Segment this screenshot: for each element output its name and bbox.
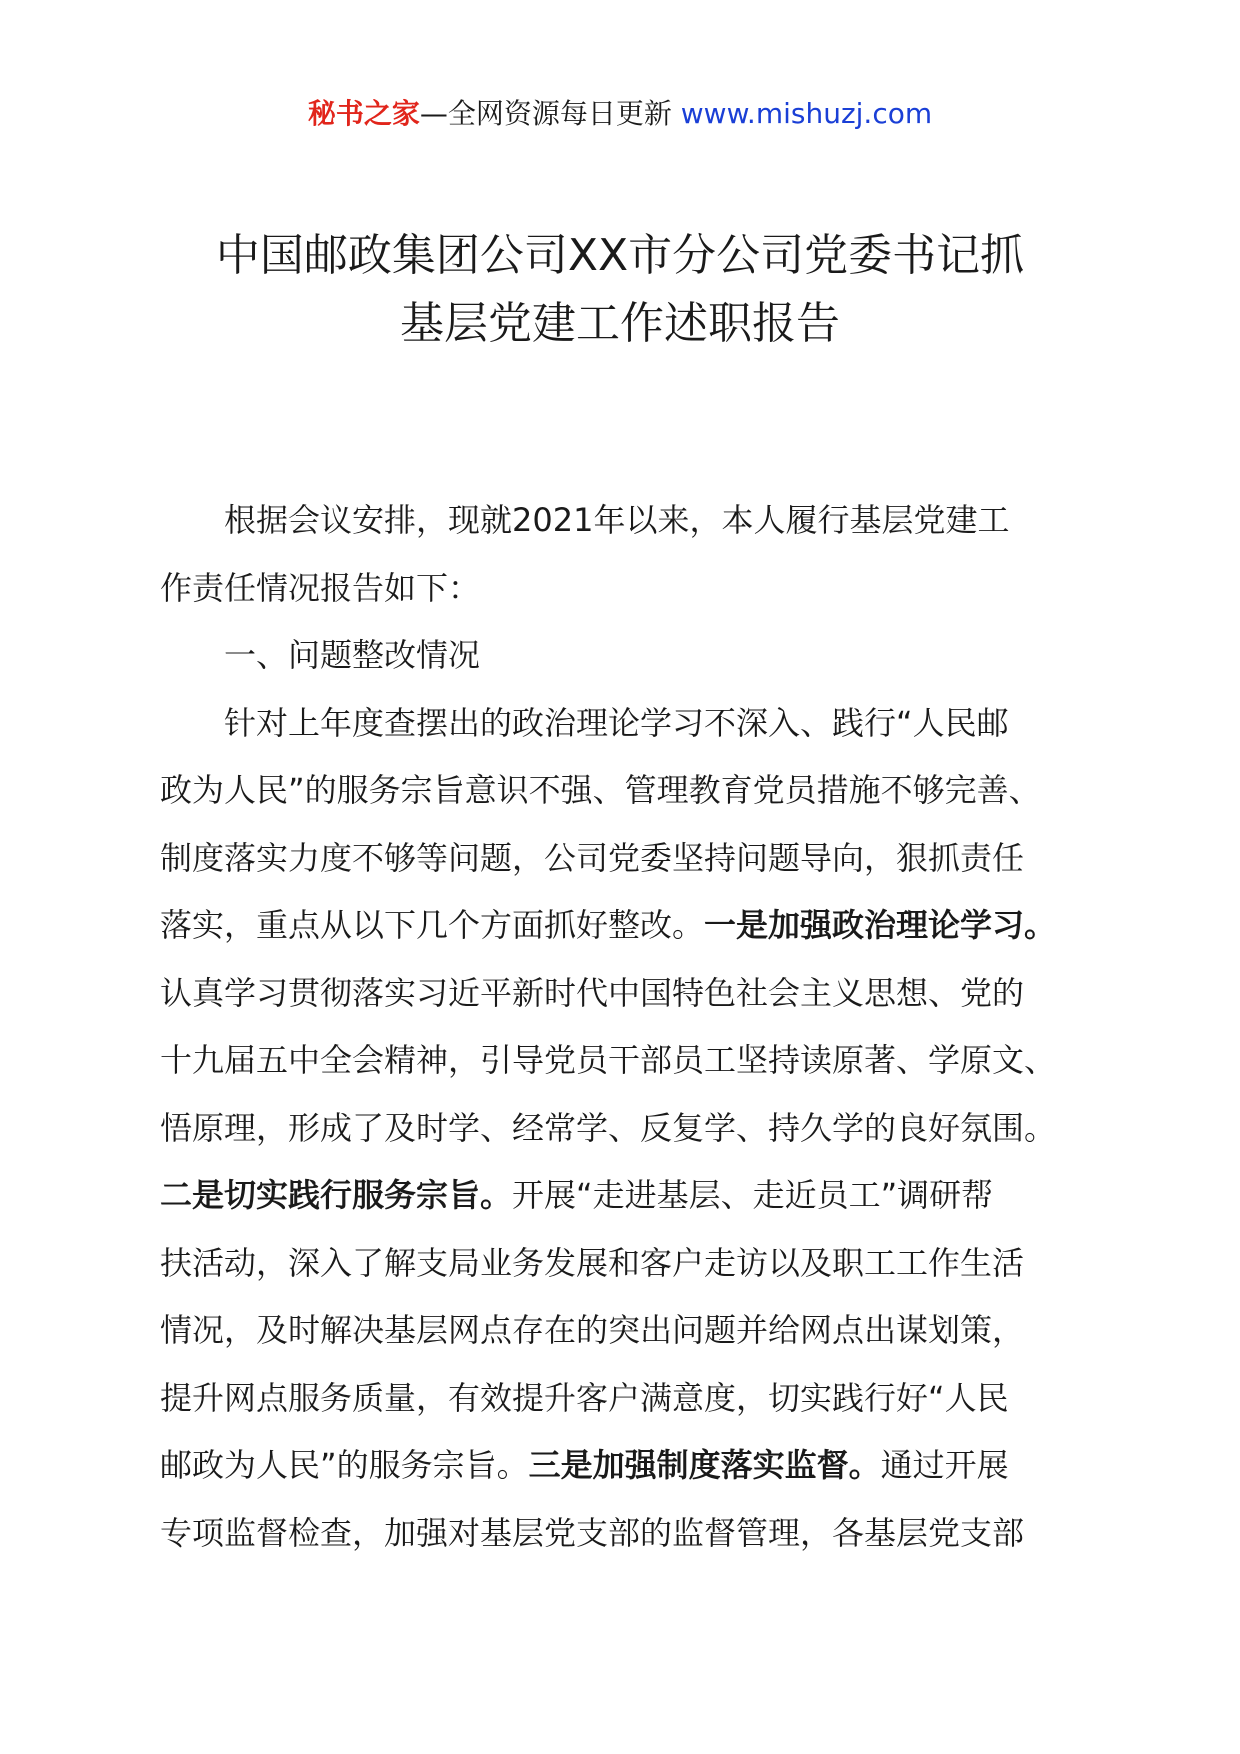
- para-text: 开展“走进基层、走近员工”调研帮: [512, 1176, 994, 1214]
- para-line: 针对上年度查摆出的政治理论学习不深入、践行“人民邮: [224, 703, 1009, 742]
- para-text: 落实，重点从以下几个方面抓好整改。: [160, 906, 705, 944]
- para-line: [160, 1162, 1100, 1230]
- para-line: 情况，及时解决基层网点存在的突出问题并给网点出谋划策，: [160, 1311, 1025, 1349]
- key-point-3: 三是加强制度落实监督。: [528, 1446, 881, 1484]
- site-header: [0, 94, 1240, 134]
- para-line: 制度落实力度不够等问题，公司党委坚持问题导向，狠抓责任: [160, 838, 1025, 877]
- title-line-1: 中国邮政集团公司XX市分公司党委书记抓: [215, 230, 1025, 281]
- para-line: [160, 1432, 1100, 1500]
- section-1-heading: 一、问题整改情况: [224, 636, 481, 674]
- para-line: 悟原理，形成了及时学、经常学、反复学、持久学的良好氛围。: [160, 1108, 1057, 1147]
- rectification-paragraph: [160, 690, 1100, 1568]
- para-line: 扶活动，深入了解支局业务发展和客户走访以及职工工作生活: [160, 1243, 1025, 1282]
- section-heading: [160, 622, 1100, 690]
- document-body: [160, 487, 1100, 1567]
- intro-line-1: 根据会议安排，现就2021年以来，本人履行基层党建工: [224, 501, 1010, 539]
- site-url-link[interactable]: www.mishuzj.com: [680, 97, 933, 130]
- para-text: 邮政为人民”的服务宗旨。: [160, 1446, 529, 1484]
- title-line-2: 基层党建工作述职报告: [400, 298, 840, 349]
- para-text: 通过开展: [880, 1446, 1009, 1484]
- intro-line-2: 作责任情况报告如下：: [160, 568, 481, 607]
- document-title: [0, 222, 1240, 358]
- para-line: [160, 892, 1100, 960]
- key-point-1: 一是加强政治理论学习。: [704, 906, 1057, 944]
- para-line: 提升网点服务质量，有效提升客户满意度，切实践行好“人民: [160, 1378, 1009, 1417]
- header-tagline: —全网资源每日更新: [419, 97, 681, 130]
- para-line: 认真学习贯彻落实习近平新时代中国特色社会主义思想、党的: [160, 973, 1025, 1012]
- para-line: 专项监督检查，加强对基层党支部的监督管理，各基层党支部: [160, 1513, 1025, 1552]
- para-line: 政为人民”的服务宗旨意识不强、管理教育党员措施不够完善、: [160, 771, 1041, 809]
- brand-name: 秘书之家: [307, 97, 420, 130]
- key-point-2: 二是切实践行服务宗旨。: [160, 1176, 513, 1214]
- para-line: 十九届五中全会精神，引导党员干部员工坚持读原著、学原文、: [160, 1041, 1057, 1079]
- intro-paragraph: [160, 487, 1100, 622]
